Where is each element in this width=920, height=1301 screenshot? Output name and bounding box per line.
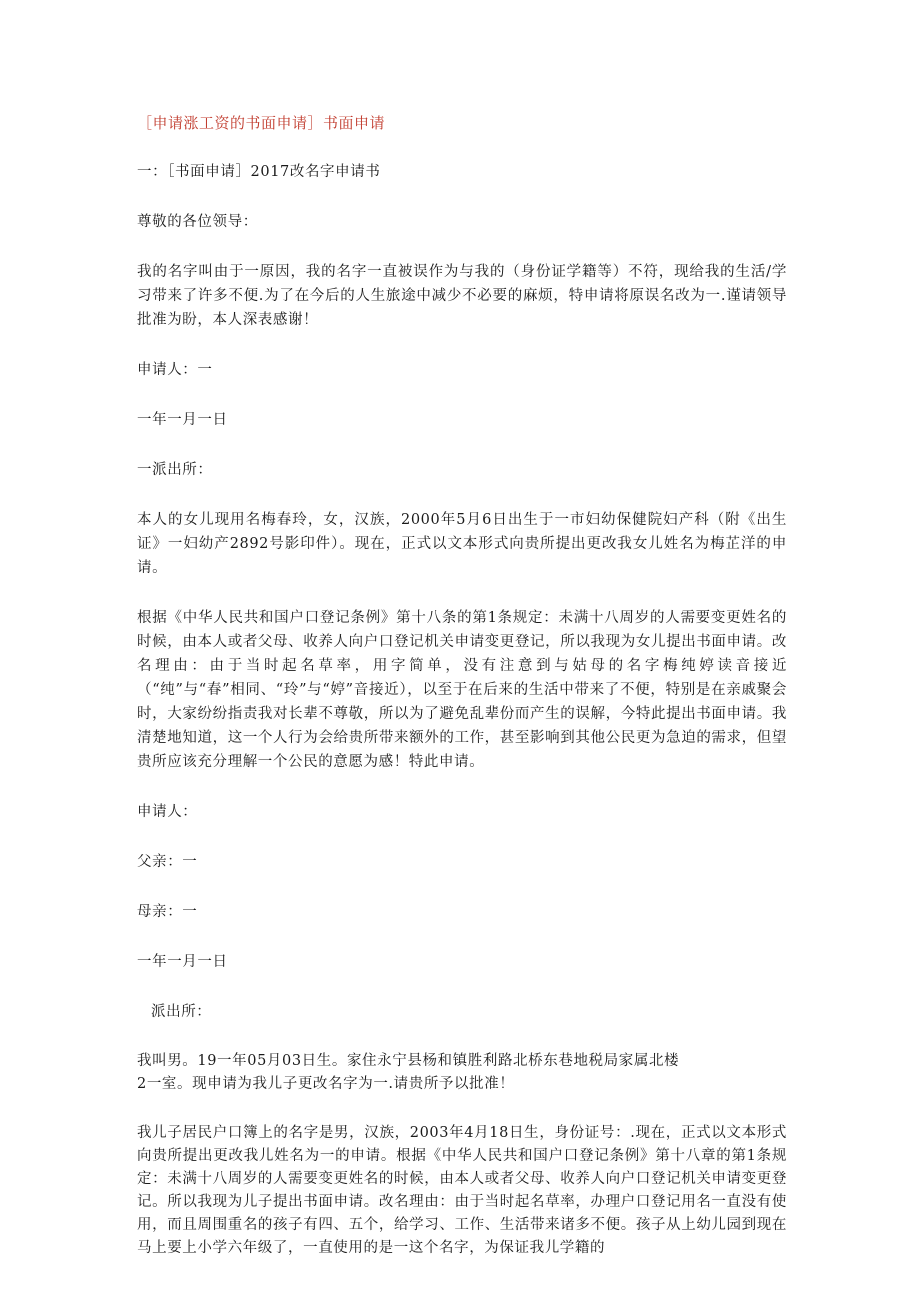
paragraph-5: 我儿子居民户口簿上的名字是男，汉族，2003年4月18日生，身份证号：.现在，正式以文本形式向贵所提出更改我儿姓名为一的申请。根据《中华人民共和国户口登记条例》第十八章的第1条规定：未满十八周岁的人需要变更姓名的时候，由本人或者父母、收养人向户口登记机关申请变更登记。所以我现为儿子提出书面申请。改名理由：由于当时起名草率，办理户口登记用名一直没有使用，而且周围重名的孩子有四、五个，给学习、工作、生活带来诸多不便。孩子从上幼儿园到现在马上要上小学六年级了，一直使用的是一这个名字，为保证我儿学籍的	[137, 1125, 787, 1256]
applicant-line-1: 申请人：一	[137, 362, 213, 378]
paragraph-4-line-1: 我叫男。19一年05月03日生。家住永宁县杨和镇胜利路北桥东巷地税局家属北楼	[137, 1053, 680, 1069]
mother-line: 母亲：一	[137, 904, 198, 920]
police-station-line-2: 派出所：	[151, 1004, 212, 1020]
police-station-line-1: 一派出所：	[137, 462, 213, 478]
paragraph-1: 我的名字叫由于一原因，我的名字一直被误作为与我的（身份证学籍等）不符，现给我的生活/学习带来了许多不便.为了在今后的人生旅途中减少不必要的麻烦，特申请将原误名改为一.谨请领导批准为盼，本人深表感谢！	[137, 264, 787, 328]
applicant-line-2: 申请人：	[137, 804, 198, 820]
document-subtitle: 一：［书面申请］2017改名字申请书	[137, 164, 381, 180]
document-title: ［申请涨工资的书面申请］书面申请	[137, 114, 386, 132]
paragraph-3: 根据《中华人民共和国户口登记条例》第十八条的第1条规定：未满十八周岁的人需要变更姓名的时候，由本人或者父母、收养人向户口登记机关申请变更登记，所以我现为女儿提出书面申请。改名理由：由于当时起名草率，用字简单，没有注意到与姑母的名字梅纯婷读音接近（“纯”与“春”相同、“玲”与“婷”音接近），以至于在后来的生活中带来了不便，特别是在亲戚聚会时，大家纷纷指责我对长辈不尊敬，所以为了避免乱辈份而产生的误解，今特此提出书面申请。我清楚地知道，这一个人行为会给贵所带来额外的工作，甚至影响到其他公民更为急迫的需求，但望贵所应该充分理解一个公民的意愿为感！特此申请。	[137, 610, 787, 770]
document-page	[137, 112, 787, 1286]
date-line-1: 一年一月一日	[137, 412, 228, 428]
paragraph-2: 本人的女儿现用名梅春玲，女，汉族，2000年5月6日出生于一市妇幼保健院妇产科（附《出生证》一妇幼产2892号影印件）。现在，正式以文本形式向贵所提出更改我女儿姓名为梅芷洋的申请。	[137, 512, 787, 576]
greeting: 尊敬的各位领导：	[137, 214, 258, 230]
father-line: 父亲：一	[137, 854, 198, 870]
paragraph-4	[137, 1050, 787, 1096]
date-line-2: 一年一月一日	[137, 954, 228, 970]
paragraph-4-line-2: 2一室。现申请为我儿子更改名字为一.请贵所予以批准！	[137, 1076, 515, 1092]
